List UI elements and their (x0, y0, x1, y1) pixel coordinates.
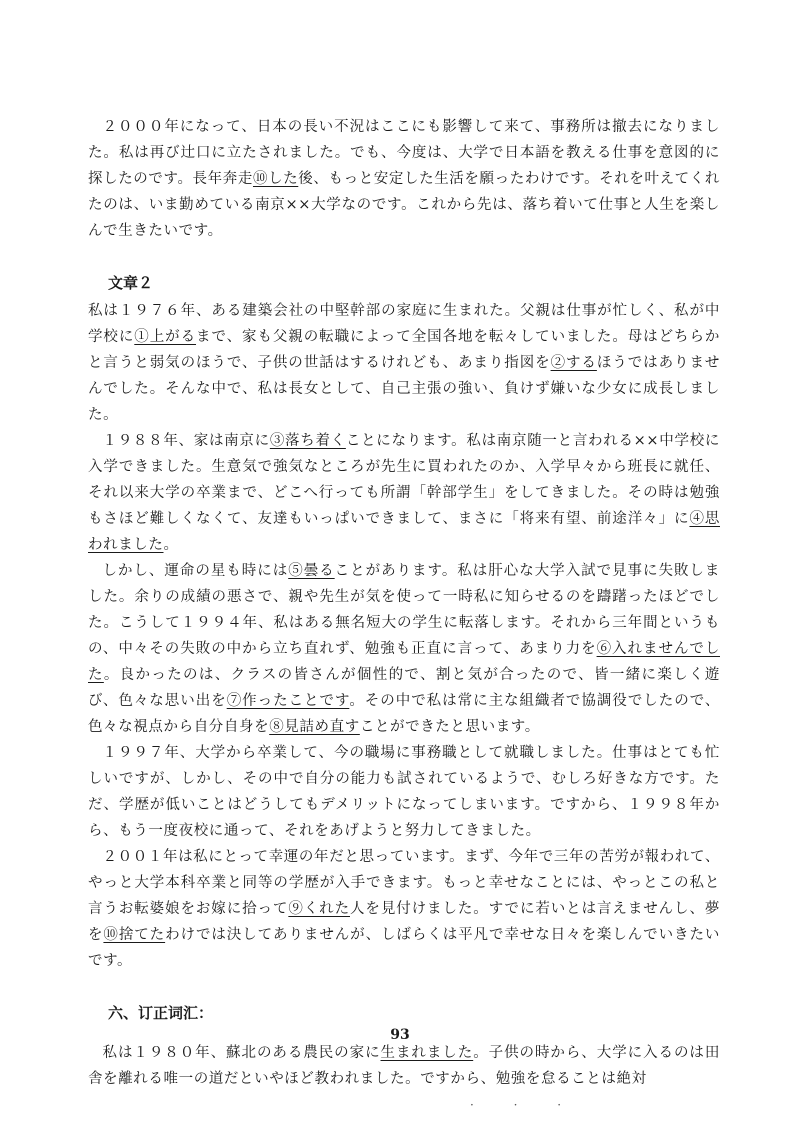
text-run: １９８８年、家は南京に (102, 433, 270, 449)
underlined-term: ①上がる (134, 329, 197, 345)
underlined-term: ⑥入れませんでした (88, 641, 720, 683)
underlined-term: ⑤曇る (288, 563, 335, 579)
paragraph-intro (88, 114, 720, 244)
underlined-term: ⑨くれた (288, 901, 350, 917)
document-page (88, 114, 720, 1092)
text-run: 。子供の時から、大学に入るのは田舎を離れる唯一の道だといやほど教われました。ですから、勉強を怠ることは絶対 (88, 1045, 720, 1087)
text-run: わけでは決してありませんが、しばらくは平凡で幸せな日々を楽しんでいきたいです。 (88, 927, 720, 969)
text-run: ことがあります。私は肝心な大学入試で見事に失敗しました。余りの成績の悪さで、親や先生が気を使って一時私に知らせるのを躊躇ったほどでした。こうして１９９４年、私はある無名短大の学生に転落します。それから三年間というもの、中々その失敗の中から立ち直れず、勉強も正直に言って、あまり力を (88, 563, 721, 657)
underlined-term: ⑩捨てた (103, 927, 166, 943)
paragraph-7 (88, 1040, 720, 1092)
underlined-term: ③落ち着く (269, 433, 346, 449)
footer-marks: · · · (470, 1098, 580, 1112)
text-run: ２００１年は私にとって幸運の年だと思っています。まず、今年で三年の苦労が報われて、やっと大学本科卒業と同等の学歴が入手できます。もっと幸せなことには、やっとこの私と言うお転婆娘をお嫁に拾って (88, 849, 720, 917)
text-run: ことになります。私は南京随一と言われる××中学校に入学できました。生意気で強気なところが先生に買われたのか、入学早々から班長に就任、それ以来大学の卒業まで、どこへ行っても所謂「幹部学生」をしてきました。その時は勉強もさほど難しくなくて、友達もいっぱいできまして、まさに「将来有望、前途洋々」に (88, 433, 721, 527)
page-number: 93 (390, 1027, 410, 1043)
underlined-term: ②する (550, 355, 597, 371)
paragraph-5: １９９７年、大学から卒業して、今の職場に事務職として就職しました。仕事はとても忙しいですが、しかし、その中で自分の能力も試されているようで、むしろ好きな方です。ただ、学歴が低いことはどうしてもデメリットになってしまいます。ですから、１９９８年から、もう一度夜校に通って、それをあげようと努力してきました。 (88, 745, 720, 839)
text-run: ことができたと思います。 (359, 719, 540, 735)
underlined-term: ④思われました (88, 511, 720, 553)
text-run: 後、もっと安定した生活を願ったわけです。それを叶えてくれたのは、いま勤めている南京××大学なのです。これから先は、落ち着いて仕事と人生を楽しんで生きたいです。 (88, 171, 720, 239)
text-run: 人を見付けました。すでに若いとは言えませんし、夢を (88, 901, 720, 943)
paragraph-6 (88, 844, 720, 974)
section-heading-vocab: 六、订正词汇： (108, 1004, 214, 1022)
underlined-term: 生まれました (380, 1045, 474, 1061)
text-run: 。良かったのは、クラスの皆さんが個性的で、割と気が合ったので、皆一緒に楽しく遊び、色々な思い出を (88, 667, 720, 709)
section-heading-text2: 文章２ (108, 274, 154, 292)
text-run: 。その中で私は常に主な組織者で協調役でしたので、色々な視点から自分自身を (88, 693, 721, 735)
underlined-term: ⑦作ったことです (226, 693, 350, 709)
text-run: 。 (163, 537, 179, 553)
text-run: 私は１９７６年、ある建築会社の中堅幹部の家庭に生まれた。父親は仕事が忙しく、私が中学校に (88, 303, 720, 345)
paragraph-3 (88, 428, 720, 558)
underlined-term: ⑩した (252, 171, 299, 187)
paragraph-4 (88, 558, 720, 740)
underlined-term: ⑧見詰め直す (269, 719, 360, 735)
text-run: まで、家も父親の転職によって全国各地を転々していました。母はどちらかと言うと弱気のほうで、子供の世話はするけれども、あまり指図を (88, 329, 720, 371)
text-run: しかし、運命の星も時には (102, 563, 289, 579)
text-run: 私は１９８０年、蘇北のある農民の家に (102, 1045, 381, 1061)
text-run: ほうではありませんでした。そんな中で、私は長女として、自己主張の強い、負けず嫌いな少女に成長しました。 (88, 355, 720, 423)
text-run: ２０００年になって、日本の長い不況はここにも影響して来て、事務所は撤去になりました。私は再び辻口に立たされました。でも、今度は、大学で日本語を教える仕事を意図的に探したのです。長年奔走 (88, 119, 720, 187)
paragraph-2 (88, 298, 720, 428)
